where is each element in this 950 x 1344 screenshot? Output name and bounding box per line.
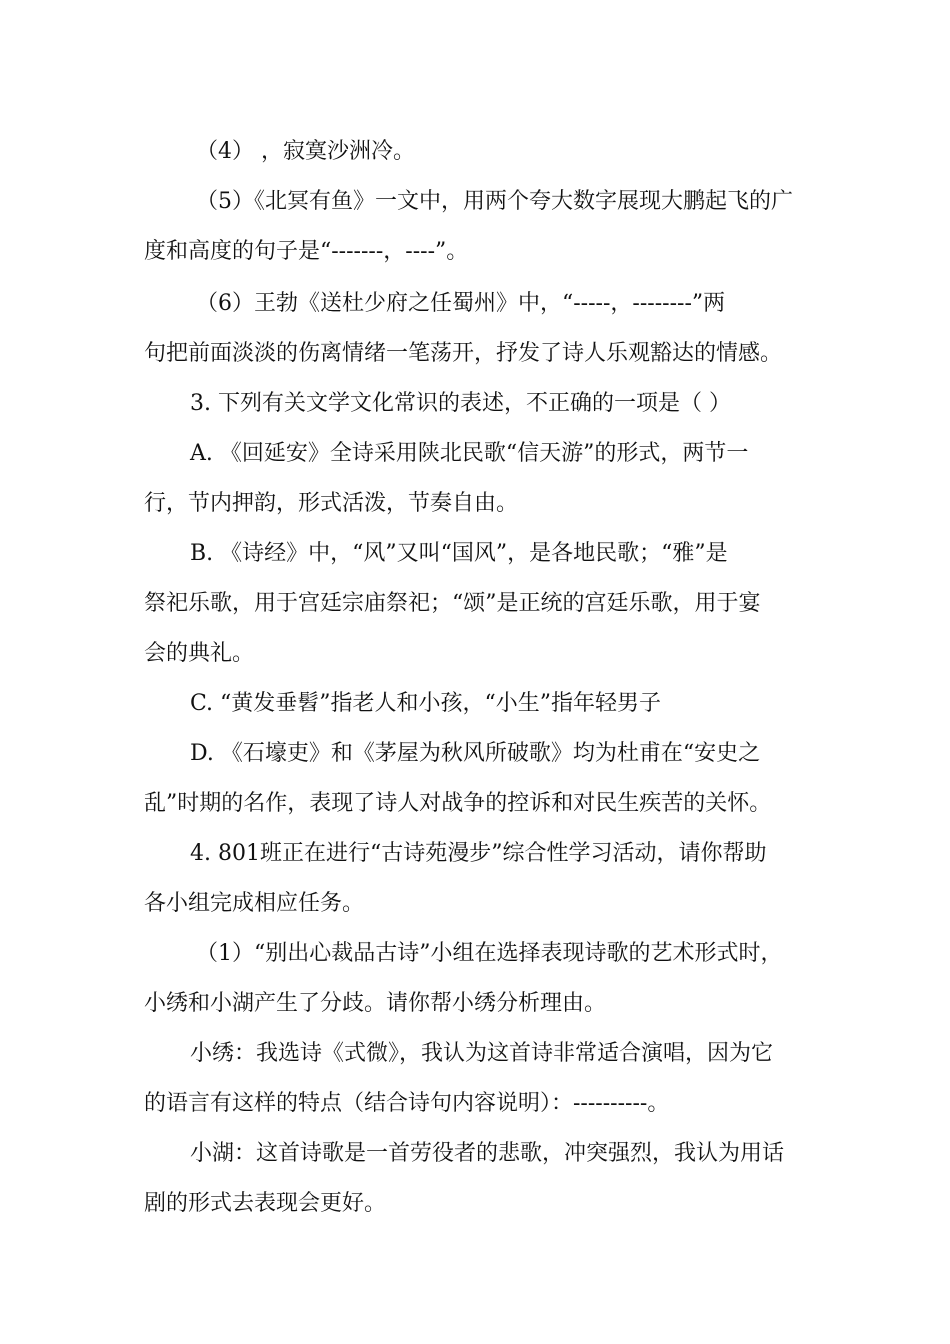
text-line-q3-b2: 祭祀乐歌，用于宫廷宗庙祭祀；“颂”是正统的宫廷乐歌，用于宴 — [144, 591, 761, 616]
text-line-xiaoxiu-1: 小绣：我选诗《式微》，我认为这首诗非常适合演唱，因为它 — [190, 1041, 774, 1066]
text-line-q3: 3. 下列有关文学文化常识的表述，不正确的一项是（ ） — [190, 391, 731, 416]
text-line-q3-a2: 行，节内押韵，形式活泼，节奏自由。 — [144, 491, 519, 516]
text-line-q4-b: 各小组完成相应任务。 — [144, 891, 365, 916]
text-line-q3-b3: 会的典礼。 — [144, 641, 255, 666]
text-line-q4-1b: 小绣和小湖产生了分歧。请你帮小绣分析理由。 — [144, 991, 607, 1016]
text-line-q4-1a: （1）“别出心裁品古诗”小组在选择表现诗歌的艺术形式时， — [196, 941, 783, 966]
text-line-q2-6b: 句把前面淡淡的伤离情绪一笔荡开，抒发了诗人乐观豁达的情感。 — [144, 341, 783, 366]
text-line-q2-5b: 度和高度的句子是“-------，----”。 — [144, 239, 469, 264]
text-line-q2-6a: （6）王勃《送杜少府之任蜀州》中，“-----，--------”两 — [196, 291, 726, 316]
text-line-q4: 4. 801班正在进行“古诗苑漫步”综合性学习活动，请你帮助 — [190, 841, 767, 866]
text-line-q3-c: C. “黄发垂髫”指老人和小孩，“小生”指年轻男子 — [190, 691, 662, 716]
text-line-q3-b1: B. 《诗经》中，“风”又叫“国风”，是各地民歌；“雅”是 — [190, 541, 728, 566]
text-line-xiaohu-1: 小湖：这首诗歌是一首劳役者的悲歌，冲突强烈，我认为用话 — [190, 1141, 785, 1166]
text-line-q2-5a: （5）《北冥有鱼》一文中，用两个夸大数字展现大鹏起飞的广 — [196, 189, 793, 214]
text-line-xiaohu-2: 剧的形式去表现会更好。 — [144, 1191, 387, 1216]
text-line-q3-a1: A. 《回延安》全诗采用陕北民歌“信天游”的形式，两节一 — [190, 441, 749, 466]
text-line-q3-d2: 乱”时期的名作，表现了诗人对战争的控诉和对民生疾苦的关怀。 — [144, 791, 772, 816]
text-line-q2-4: （4） ，寂寞沙洲冷。 — [196, 139, 415, 164]
text-line-q3-d1: D. 《石壕吏》和《茅屋为秋风所破歌》均为杜甫在“安史之 — [190, 741, 761, 766]
text-line-xiaoxiu-2: 的语言有这样的特点（结合诗句内容说明）：----------。 — [144, 1091, 670, 1116]
